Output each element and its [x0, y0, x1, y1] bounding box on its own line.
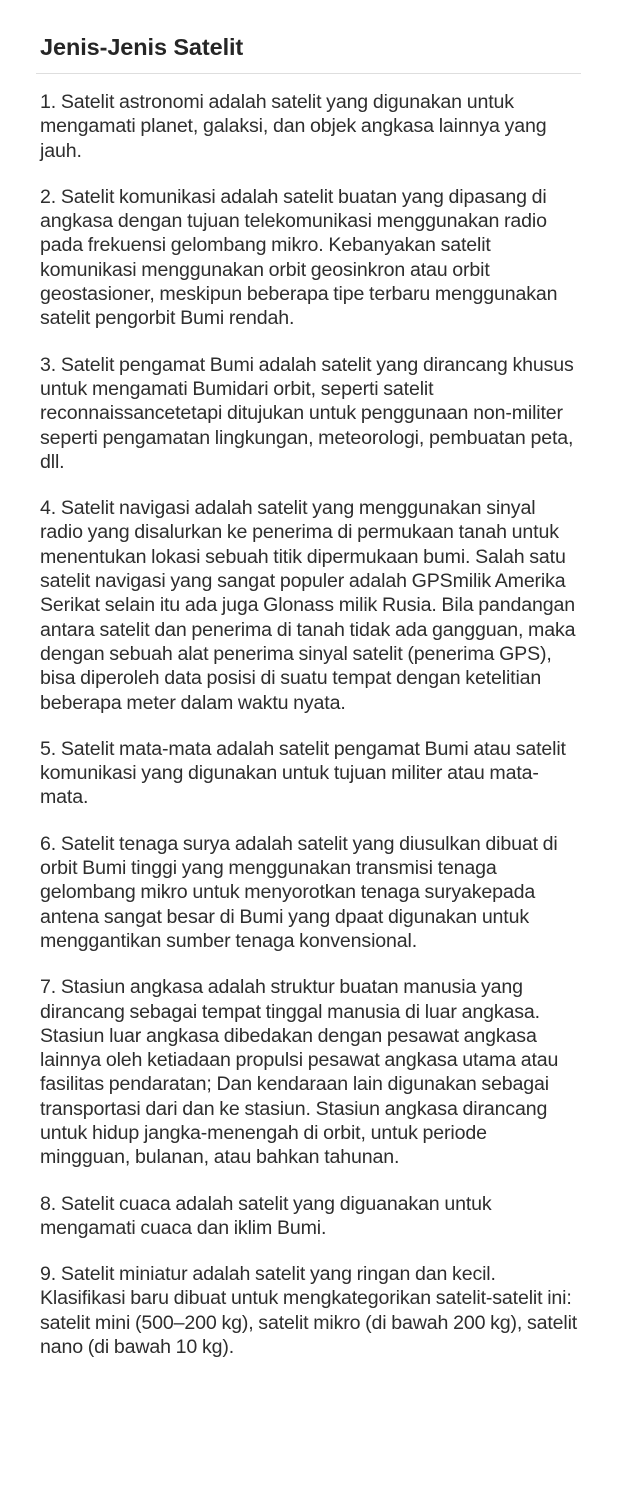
list-item-text: 3. Satelit pengamat Bumi adalah satelit yang dirancang khusus untuk mengamati Bumidari orbit, seperti satelit reconnaissancetetapi ditujukan untuk penggunaan non-militer seperti pengamatan lingkungan, meteorologi, pembuatan peta, dll.: [40, 353, 574, 473]
list-item-text: 4. Satelit navigasi adalah satelit yang menggunakan sinyal radio yang disalurkan ke penerima di permukaan tanah untuk menentukan lokasi sebuah titik dipermukaan bumi. Salah satu satelit navigasi yang sangat populer adalah GPSmilik Amerika Serikat selain itu ada juga Glonass milik Rusia. Bila pandangan antara satelit dan penerima di tanah tidak ada gangguan, maka dengan sebuah alat penerima sinyal satelit (penerima GPS), bisa diperoleh data posisi di suatu tempat dengan ketelitian beberapa meter dalam waktu nyata.: [40, 497, 576, 714]
list-item-7: [40, 975, 581, 1169]
list-item-text: 5. Satelit mata-mata adalah satelit pengamat Bumi atau satelit komunikasi yang digunakan untuk tujuan militer atau mata-mata.: [40, 737, 566, 809]
list-item-3: [40, 353, 581, 474]
list-item-text: 1. Satelit astronomi adalah satelit yang digunakan untuk mengamati planet, galaksi, dan objek angkasa lainnya yang jauh.: [40, 91, 547, 162]
list-item-2: [40, 185, 581, 331]
list-item-text: 7. Stasiun angkasa adalah struktur buatan manusia yang dirancang sebagai tempat tinggal manusia di luar angkasa. Stasiun luar angkasa dibedakan dengan pesawat angkasa lainnya oleh ketiadaan propulsi pesawat angkasa utama atau fasilitas pendaratan; Dan kendaraan lain digunakan sebagai transportasi dari dan ke stasiun. Stasiun angkasa dirancang untuk hidup jangka-menengah di orbit, untuk periode mingguan, bulanan, atau bahkan tahunan.: [40, 976, 559, 1169]
list-item-1: [40, 90, 581, 163]
list-item-5: [40, 737, 581, 810]
list-item-text: 9. Satelit miniatur adalah satelit yang ringan dan kecil. Klasifikasi baru dibuat untuk mengkategorikan satelit-satelit ini: satelit mini (500–200 kg), satelit mikro (di bawah 200 kg), satelit nano (di bawah 10 kg).: [40, 1263, 578, 1359]
list-item-text: 8. Satelit cuaca adalah satelit yang diguanakan untuk mengamati cuaca dan iklim Bumi.: [40, 1192, 492, 1239]
list-item-6: [40, 832, 581, 953]
list-item-8: [40, 1192, 581, 1241]
satellite-type-list: [40, 90, 581, 1359]
list-item-4: [40, 496, 581, 715]
title-divider: [36, 73, 581, 74]
list-item-9: [40, 1262, 581, 1359]
list-item-text: 2. Satelit komunikasi adalah satelit buatan yang dipasang di angkasa dengan tujuan telekomunikasi menggunakan radio pada frekuensi gelombang mikro. Kebanyakan satelit komunikasi menggunakan orbit geosinkron atau orbit geostasioner, meskipun beberapa tipe terbaru menggunakan satelit pengorbit Bumi rendah.: [40, 185, 558, 330]
list-item-text: 6. Satelit tenaga surya adalah satelit yang diusulkan dibuat di orbit Bumi tinggi yang menggunakan transmisi tenaga gelombang mikro untuk menyorotkan tenaga suryakepada antena sangat besar di Bumi yang dpaat digunakan untuk menggantikan sumber tenaga konvensional.: [40, 832, 558, 952]
page-title: Jenis-Jenis Satelit: [40, 34, 244, 60]
